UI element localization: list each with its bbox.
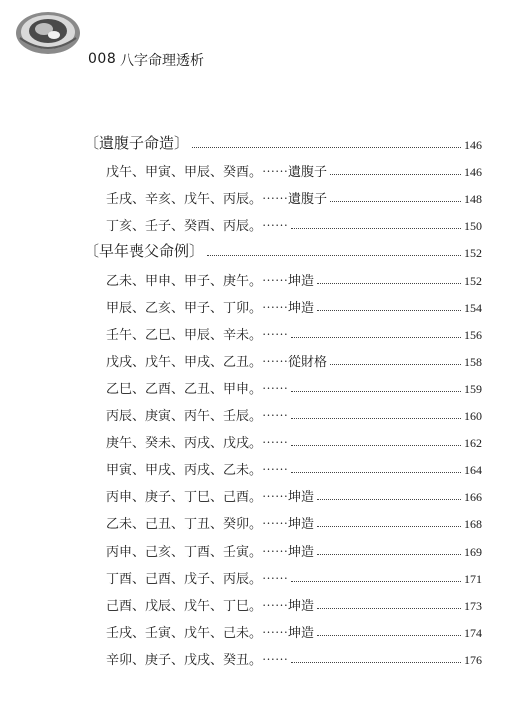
leader-dots (317, 635, 461, 636)
toc-page-number: 171 (464, 571, 482, 586)
toc-label: 丁酉、己酉、戊子、丙辰。⋯⋯ (106, 571, 289, 587)
toc-label: 甲辰、乙亥、甲子、丁卯。⋯⋯坤造 (106, 300, 315, 316)
toc-page-number: 158 (464, 354, 482, 369)
leader-dots (330, 174, 461, 175)
toc-label: 戊午、甲寅、甲辰、癸酉。⋯⋯遺腹子 (106, 165, 328, 181)
toc-label: 乙未、己丑、丁丑、癸卯。⋯⋯坤造 (106, 517, 315, 533)
toc-entry (84, 424, 482, 451)
toc-entry (84, 397, 482, 424)
toc-page-number: 146 (464, 138, 482, 153)
leader-dots (291, 228, 461, 229)
toc-label: 乙巳、乙酉、乙丑、甲申。⋯⋯ (106, 381, 289, 397)
leader-dots (317, 310, 461, 311)
toc-page-number: 164 (464, 463, 482, 478)
running-header-title: 八字命理透析 (120, 53, 204, 69)
toc-section-heading (84, 234, 482, 261)
toc-entry (84, 153, 482, 180)
page-number: 008 (88, 51, 117, 67)
toc-page-number: 166 (464, 490, 482, 505)
leader-dots (317, 554, 461, 555)
toc-page-number: 169 (464, 544, 482, 559)
toc-entry (84, 370, 482, 397)
toc-label: 丙申、庚子、丁巳、己酉。⋯⋯坤造 (106, 490, 315, 506)
toc-page-number: 148 (464, 192, 482, 207)
toc-entry (84, 560, 482, 587)
toc-label: 壬戌、壬寅、戊午、己未。⋯⋯坤造 (106, 625, 315, 641)
leader-dots (317, 608, 461, 609)
toc-label: 丁亥、壬子、癸酉、丙辰。⋯⋯ (106, 219, 289, 235)
publisher-logo-icon (14, 10, 82, 56)
toc-page-number: 150 (464, 219, 482, 234)
toc-page-number: 152 (464, 273, 482, 288)
toc-entry (84, 261, 482, 288)
toc-page-number: 160 (464, 409, 482, 424)
leader-dots (291, 418, 461, 419)
toc-page-number: 146 (464, 165, 482, 180)
leader-dots (291, 581, 461, 582)
toc-page-number: 152 (464, 246, 482, 261)
toc-section-heading (84, 126, 482, 153)
toc-page-number: 174 (464, 625, 482, 640)
toc-label: 丙申、己亥、丁酉、壬寅。⋯⋯坤造 (106, 544, 315, 560)
table-of-contents (84, 126, 482, 668)
toc-entry (84, 532, 482, 559)
toc-page-number: 156 (464, 327, 482, 342)
leader-dots (192, 147, 461, 148)
toc-entry (84, 587, 482, 614)
leader-dots (317, 283, 461, 284)
toc-entry (84, 451, 482, 478)
toc-entry (84, 343, 482, 370)
toc-page-number: 173 (464, 598, 482, 613)
toc-page-number: 176 (464, 652, 482, 667)
toc-label: 壬戌、辛亥、戊午、丙辰。⋯⋯遺腹子 (106, 192, 328, 208)
toc-label: 〔早年喪父命例〕 (84, 242, 205, 261)
toc-entry (84, 289, 482, 316)
leader-dots (291, 472, 461, 473)
toc-entry (84, 505, 482, 532)
leader-dots (291, 662, 461, 663)
toc-label: 丙辰、庚寅、丙午、壬辰。⋯⋯ (106, 409, 289, 425)
leader-dots (317, 499, 461, 500)
leader-dots (330, 201, 461, 202)
leader-dots (207, 255, 461, 256)
toc-label: 乙未、甲申、甲子、庚午。⋯⋯坤造 (106, 273, 315, 289)
toc-entry (84, 316, 482, 343)
toc-label: 壬午、乙巳、甲辰、辛未。⋯⋯ (106, 327, 289, 343)
toc-page-number: 168 (464, 517, 482, 532)
toc-label: 〔遺腹子命造〕 (84, 134, 190, 153)
toc-entry (84, 180, 482, 207)
leader-dots (291, 337, 461, 338)
toc-label: 庚午、癸未、丙戌、戊戌。⋯⋯ (106, 436, 289, 452)
toc-label: 戊戌、戊午、甲戌、乙丑。⋯⋯從財格 (106, 354, 328, 370)
toc-label: 辛卯、庚子、戊戌、癸丑。⋯⋯ (106, 652, 289, 668)
toc-entry (84, 207, 482, 234)
toc-page-number: 154 (464, 300, 482, 315)
toc-page-number: 159 (464, 381, 482, 396)
leader-dots (291, 391, 461, 392)
leader-dots (330, 364, 461, 365)
toc-page-number: 162 (464, 436, 482, 451)
toc-label: 甲寅、甲戌、丙戌、乙未。⋯⋯ (106, 463, 289, 479)
toc-entry (84, 478, 482, 505)
toc-entry (84, 614, 482, 641)
leader-dots (317, 526, 461, 527)
leader-dots (291, 445, 461, 446)
toc-label: 己酉、戊辰、戊午、丁巳。⋯⋯坤造 (106, 598, 315, 614)
toc-entry (84, 641, 482, 668)
